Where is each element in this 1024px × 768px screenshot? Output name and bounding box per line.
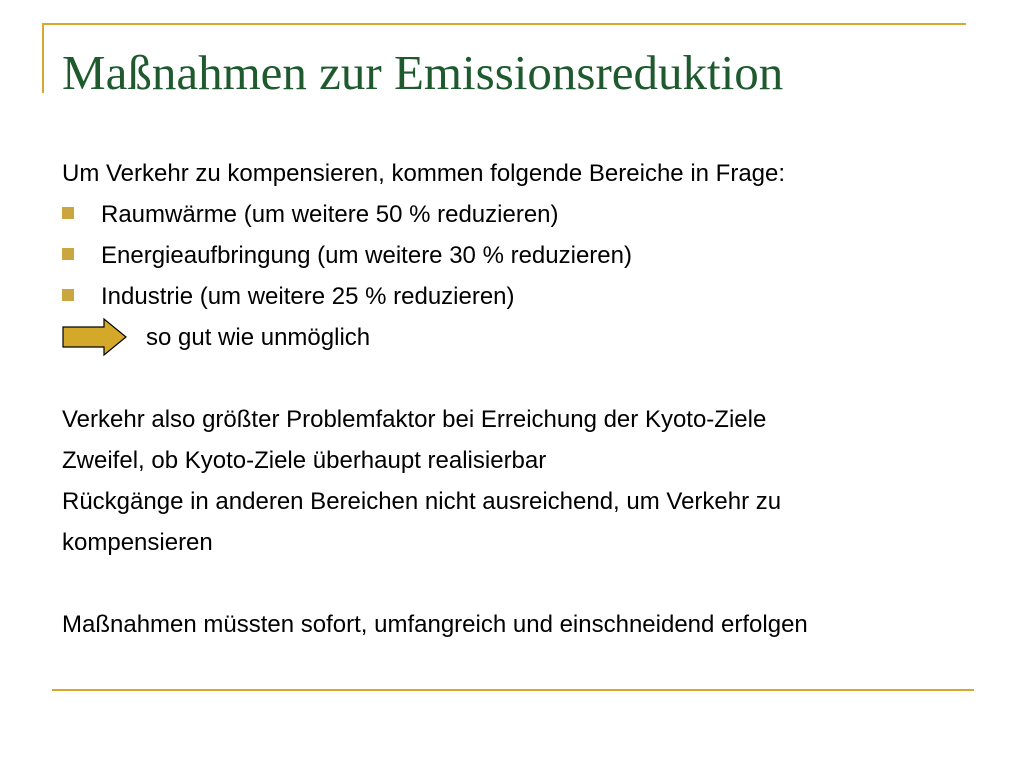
paragraph-line: Rückgänge in anderen Bereichen nicht ausreichend, um Verkehr zu — [62, 488, 782, 515]
title-frame-left-line — [42, 23, 44, 93]
footer-line — [52, 689, 974, 691]
title-frame-top-line — [42, 23, 966, 25]
arrow-conclusion-text: so gut wie unmöglich — [146, 324, 371, 351]
paragraph-line: Zweifel, ob Kyoto-Ziele überhaupt realisierbar — [62, 447, 547, 474]
bullet-text: Energieaufbringung (um weitere 30 % reduzieren) — [101, 242, 632, 269]
bullet-item — [62, 276, 762, 317]
bullet-item — [62, 235, 762, 276]
square-bullet-icon — [62, 289, 74, 301]
square-bullet-icon — [62, 248, 74, 260]
paragraph-line: Verkehr also größter Problemfaktor bei Erreichung der Kyoto-Ziele — [62, 406, 767, 433]
conclusion-text: Maßnahmen müssten sofort, umfangreich und einschneidend erfolgen — [62, 611, 808, 638]
bullet-text: Industrie (um weitere 25 % reduzieren) — [101, 283, 515, 310]
intro-text: Um Verkehr zu kompensieren, kommen folgende Bereiche in Frage: — [62, 160, 786, 187]
square-bullet-icon — [62, 207, 74, 219]
right-arrow-icon — [62, 317, 128, 357]
arrow-conclusion — [62, 317, 762, 358]
slide-title: Maßnahmen zur Emissionsreduktion — [62, 45, 784, 100]
bullet-text: Raumwärme (um weitere 50 % reduzieren) — [101, 201, 559, 228]
bullet-item — [62, 194, 762, 235]
paragraph-line: kompensieren — [62, 529, 213, 556]
